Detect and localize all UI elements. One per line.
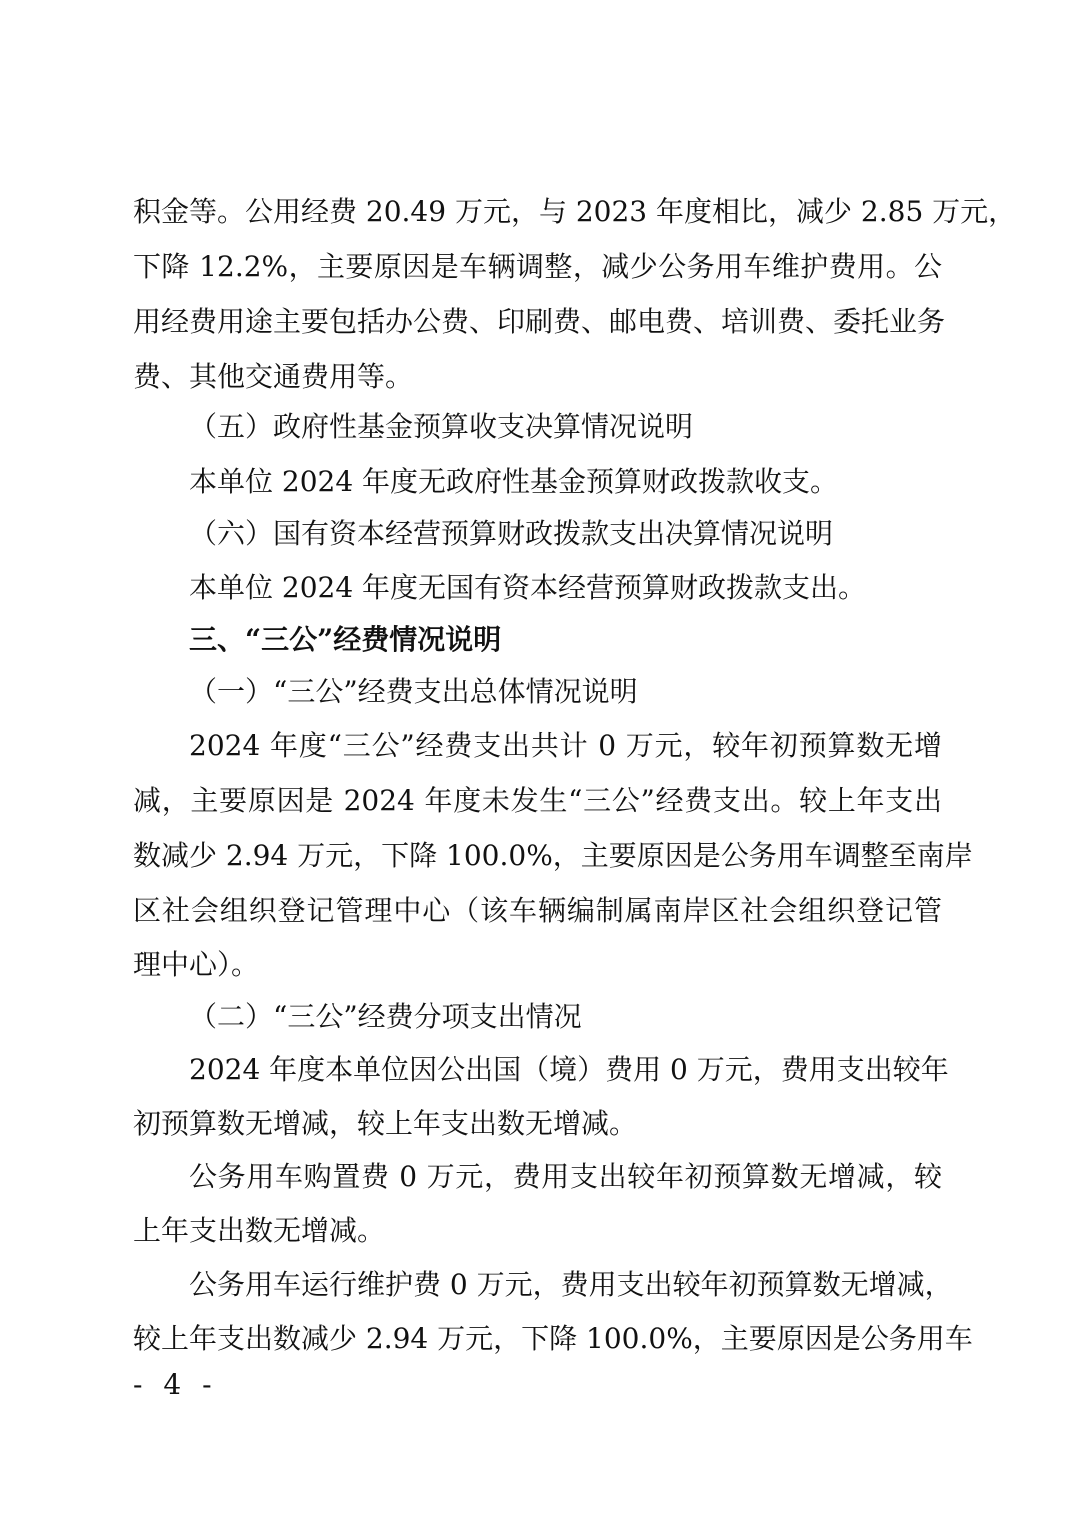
text-line: 用经费用途主要包括办公费、印刷费、邮电费、培训费、委托业务 <box>133 305 946 338</box>
page-number: - 4 - <box>133 1368 218 1401</box>
text-line: 2024 年度本单位因公出国（境）费用 0 万元，费用支出较年 <box>189 1053 949 1086</box>
text-line: （一）“三公”经费支出总体情况说明 <box>189 675 638 708</box>
text-line: 理中心）。 <box>133 948 260 981</box>
text-line: （二）“三公”经费分项支出情况 <box>189 1000 582 1033</box>
text-line: 初预算数无增减，较上年支出数无增减。 <box>133 1107 638 1140</box>
text-line: （六）国有资本经营预算财政拨款支出决算情况说明 <box>189 517 834 550</box>
text-line: 下降 12.2%，主要原因是车辆调整，减少公务用车维护费用。公 <box>133 250 942 283</box>
text-line: 本单位 2024 年度无政府性基金预算财政拨款收支。 <box>189 465 839 498</box>
text-line: （五）政府性基金预算收支决算情况说明 <box>189 410 694 443</box>
text-line: 减，主要原因是 2024 年度未发生“三公”经费支出。较上年支出 <box>133 784 942 817</box>
text-line: 本单位 2024 年度无国有资本经营预算财政拨款支出。 <box>189 571 867 604</box>
section-heading: 三、“三公”经费情况说明 <box>189 623 502 656</box>
text-line: 较上年支出数减少 2.94 万元，下降 100.0%，主要原因是公务用车 <box>133 1322 973 1355</box>
text-line: 公务用车运行维护费 0 万元，费用支出较年初预算数无增减， <box>189 1268 953 1301</box>
text-line: 公务用车购置费 0 万元，费用支出较年初预算数无增减，较 <box>189 1160 942 1193</box>
text-line: 积金等。公用经费 20.49 万元，与 2023 年度相比，减少 2.85 万元， <box>133 195 1017 228</box>
text-line: 数减少 2.94 万元，下降 100.0%，主要原因是公务用车调整至南岸 <box>133 839 973 872</box>
text-line: 区社会组织登记管理中心（该车辆编制属南岸区社会组织登记管 <box>133 894 942 927</box>
text-line: 费、其他交通费用等。 <box>133 360 414 393</box>
text-line: 上年支出数无增减。 <box>133 1214 386 1247</box>
text-line: 2024 年度“三公”经费支出共计 0 万元，较年初预算数无增 <box>189 729 942 762</box>
